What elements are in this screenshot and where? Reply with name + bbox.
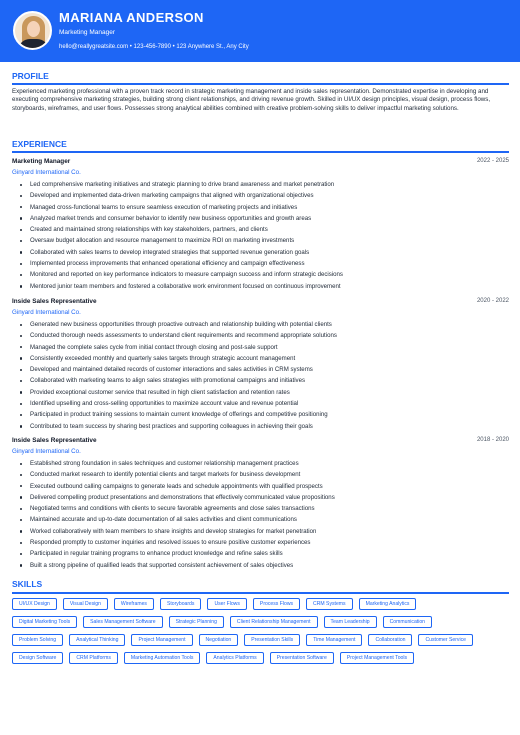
skill-tag: Analytics Platforms [206, 652, 263, 664]
job-bullet: Implemented process improvements that enhanced operational efficiency and campaign effectiveness [14, 258, 504, 269]
job-bullet: Conducted thorough needs assessments to understand client requirements and recommend appropriate solutions [14, 330, 504, 341]
skill-tag: Presentation Skills [244, 634, 300, 646]
job-bullet: Executed outbound calling campaigns to generate leads and schedule appointments with qualified prospects [14, 481, 504, 492]
skill-tag: Storyboards [160, 598, 201, 610]
skill-tag: Presentation Software [270, 652, 334, 664]
skill-tag: Analytical Thinking [69, 634, 125, 646]
job-dates: 2018 - 2020 [476, 437, 509, 443]
job-bullet: Collaborated with sales teams to develop integrated strategies that supported revenue generation goals [14, 247, 504, 258]
skill-tag: Design Software [12, 652, 63, 664]
job-bullet: Led comprehensive marketing initiatives and strategic planning to drive brand awareness and market penetration [14, 179, 504, 190]
skill-tag: Time Management [306, 634, 362, 646]
job-bullet: Created and maintained strong relationships with key stakeholders, partners, and clients [14, 224, 504, 235]
skill-tag: Negotiation [199, 634, 239, 646]
job-bullet: Established strong foundation in sales techniques and customer relationship management practices [14, 458, 504, 469]
skill-tag: UI/UX Design [12, 598, 57, 610]
job-company: Ginyard International Co. [12, 169, 81, 176]
job-bullet: Provided exceptional customer service that resulted in high client satisfaction and retention rates [14, 387, 504, 398]
job-bullet: Managed cross-functional teams to ensure seamless execution of marketing projects and initiatives [14, 202, 504, 213]
job-bullet: Negotiated terms and conditions with clients to secure favorable agreements and close sales transactions [14, 503, 504, 514]
skills-divider [12, 592, 509, 594]
job-bullet: Delivered compelling product presentations and demonstrations that effectively communicated value propositions [14, 492, 504, 503]
skill-tag: CRM Platforms [69, 652, 118, 664]
job-bullet: Built a strong pipeline of qualified leads that supported consistent achievement of sales objectives [14, 560, 504, 571]
skill-tag: Marketing Automation Tools [124, 652, 200, 664]
skill-tag: Marketing Analytics [359, 598, 417, 610]
job-bullet: Generated new business opportunities through proactive outreach and relationship building with potential clients [14, 319, 504, 330]
job-company: Ginyard International Co. [12, 309, 81, 316]
skill-tag: Team Leadership [324, 616, 377, 628]
skill-tag: Communication [383, 616, 432, 628]
skill-tag: Wireframes [114, 598, 154, 610]
skill-tag: Project Management [131, 634, 192, 646]
job-bullet: Consistently exceeded monthly and quarterly sales targets through strategic account management [14, 353, 504, 364]
profile-summary: Experienced marketing professional with a proven track record in strategic marketing management and inside sales representation. Demonstrated expertise in developing and executing comprehensive marketing strategies, building strong client relationships, and driving revenue growth. Skilled in UI/UX design principles, visual design, process flows, storyboards, wireframes, and user flows. Possesses strong analytical abilities combined with creative problem-solving skills to deliver impactful marketing solutions. [12, 88, 491, 112]
job-bullet: Participated in regular training programs to enhance product knowledge and refine sales skills [14, 548, 504, 559]
candidate-name: MARIANA ANDERSON [59, 10, 204, 25]
contact-info: hello@reallygreatsite.com • 123-456-7890 • 123 Anywhere St., Any City [59, 44, 249, 50]
profile-heading: PROFILE [12, 71, 49, 81]
profile-photo [13, 11, 52, 50]
job-bullet: Worked collaboratively with team members to share insights and develop strategies for market penetration [14, 526, 504, 537]
job-bullet: Responded promptly to customer inquiries and resolved issues to ensure positive customer experiences [14, 537, 504, 548]
skill-tag: Client Relationship Management [230, 616, 318, 628]
experience-heading: EXPERIENCE [12, 139, 67, 149]
job-title: Inside Sales Representative [12, 437, 97, 444]
job-bullet: Oversaw budget allocation and resource management to maximize ROI on marketing investments [14, 235, 504, 246]
candidate-title: Marketing Manager [59, 29, 115, 36]
job-bullet: Monitored and reported on key performance indicators to measure campaign success and inform strategic decisions [14, 269, 504, 280]
job-bullet-list [14, 319, 504, 432]
profile-divider [12, 83, 509, 85]
job-bullet: Maintained accurate and up-to-date documentation of all sales activities and client communications [14, 514, 504, 525]
skill-tag: Customer Service [418, 634, 472, 646]
resume-header [0, 0, 520, 62]
job-bullet: Collaborated with marketing teams to align sales strategies with promotional campaigns and initiatives [14, 375, 504, 386]
job-bullet: Contributed to team success by sharing best practices and supporting colleagues in achieving their goals [14, 421, 504, 432]
job-company: Ginyard International Co. [12, 448, 81, 455]
skill-tag: CRM Systems [306, 598, 353, 610]
skill-tag: Strategic Planning [169, 616, 224, 628]
skill-tag: Visual Design [63, 598, 108, 610]
experience-divider [12, 151, 509, 153]
job-bullet: Developed and implemented data-driven marketing campaigns that aligned with organizational objectives [14, 190, 504, 201]
skills-list [12, 598, 492, 670]
job-bullet: Conducted market research to identify potential clients and target markets for business development [14, 469, 504, 480]
skill-tag: Collaboration [368, 634, 412, 646]
job-title: Marketing Manager [12, 158, 71, 165]
skill-tag: User Flows [207, 598, 246, 610]
skill-tag: Problem Solving [12, 634, 63, 646]
job-bullet-list [14, 179, 504, 292]
skills-heading: SKILLS [12, 579, 43, 589]
skill-tag: Process Flows [253, 598, 300, 610]
job-bullet: Managed the complete sales cycle from initial contact through closing and post-sale support [14, 342, 504, 353]
job-bullet: Identified upselling and cross-selling opportunities to maximize account value and revenue potential [14, 398, 504, 409]
job-dates: 2020 - 2022 [476, 298, 509, 304]
job-title: Inside Sales Representative [12, 298, 97, 305]
job-bullet: Developed and maintained detailed records of customer interactions and sales activities in CRM systems [14, 364, 504, 375]
skill-tag: Project Management Tools [340, 652, 414, 664]
job-bullet: Analyzed market trends and consumer behavior to identify new business opportunities and growth areas [14, 213, 504, 224]
skill-tag: Sales Management Software [83, 616, 162, 628]
job-bullet: Mentored junior team members and fostered a collaborative work environment focused on continuous improvement [14, 281, 504, 292]
skill-tag: Digital Marketing Tools [12, 616, 77, 628]
job-bullet-list [14, 458, 504, 571]
job-bullet: Participated in product training sessions to maintain current knowledge of offerings and competitive positioning [14, 409, 504, 420]
job-dates: 2022 - 2025 [476, 158, 509, 164]
